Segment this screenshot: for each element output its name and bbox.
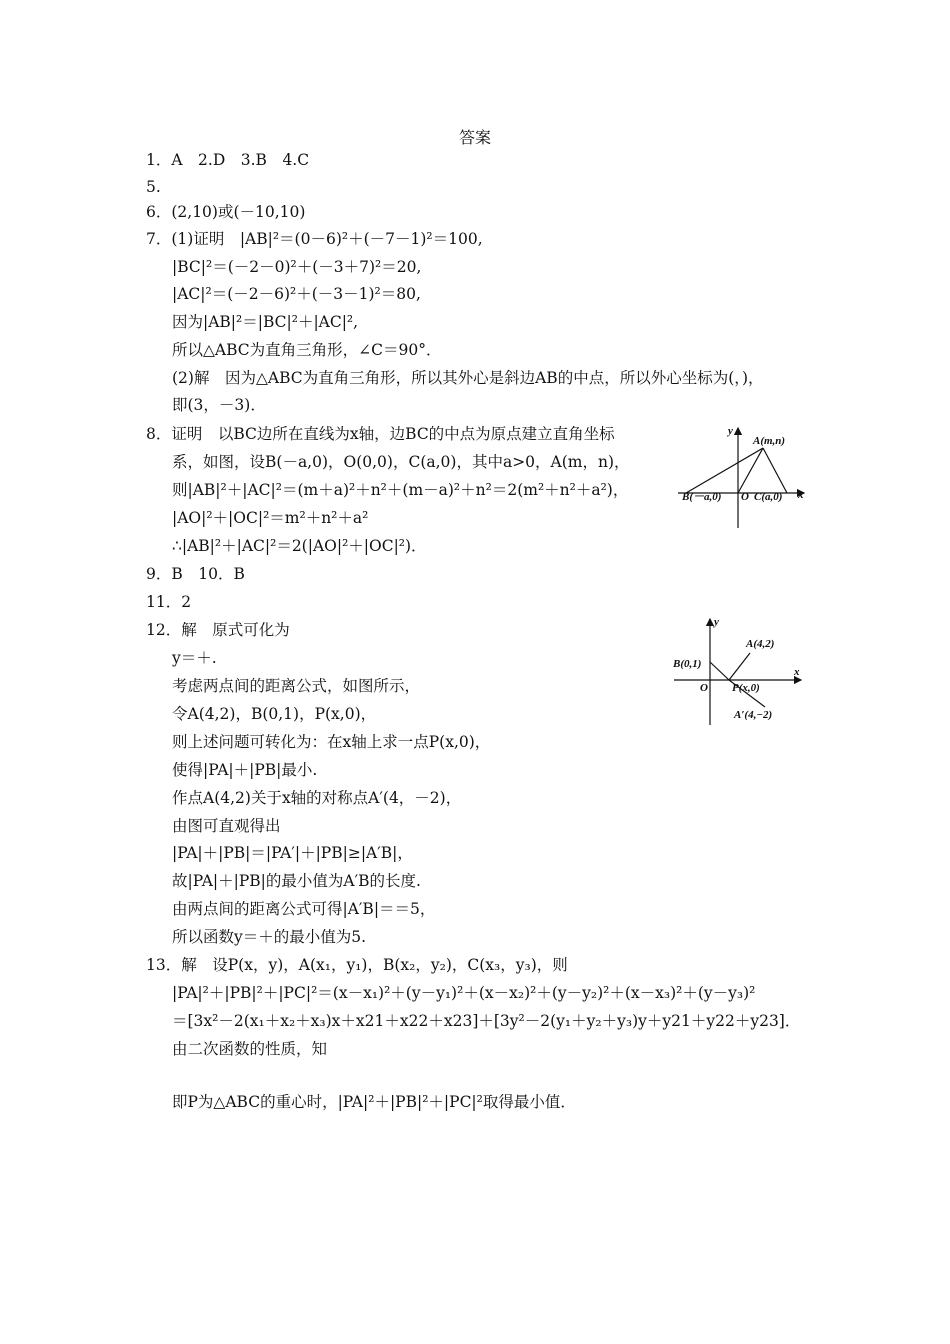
answer-line: 9．B 10．B [146,565,245,583]
answer-line: 则|AB|²＋|AC|²＝(m＋a)²＋n²＋(m－a)²＋n²＝2(m²＋n²＋a²)， [172,481,629,499]
x-axis-label: x [798,489,804,501]
x-axis-label: x [794,666,800,678]
answer-line: 由二次函数的性质，知 [172,1040,328,1058]
answer-line: 所以函数y＝＋的最小值为5. [172,928,367,946]
answer-line: 7．(1)证明 |AB|²＝(0－6)²＋(－7－1)²＝100, [146,230,483,248]
answer-line: 作点A(4,2)关于x轴的对称点A′(4，－2)， [172,789,462,807]
origin-label: O [700,682,708,694]
answer-line: 即(3，－3)． [172,396,266,414]
segment-pa [729,653,750,680]
origin-label: O [741,491,749,503]
answer-line: 所以△ABC为直角三角形，∠C＝90°． [172,341,442,359]
answer-line: 13．解 设P(x，y)，A(x₁，y₁)，B(x₂，y₂)，C(x₃，y₃)，则 [146,956,568,974]
point-a-label: A(4,2) [746,638,775,650]
point-b-label: B(－a,0) [682,491,722,503]
side-ba [686,448,763,493]
answer-line: 11．2 [146,593,192,611]
answer-line: |PA|²＋|PB|²＋|PC|²＝(x－x₁)²＋(y－y₁)²＋(x－x₂)²＋(y－y₂)²＋(x－x₃)²＋(y－y₃)² [172,984,756,1002]
answer-line: 使得|PA|＋|PB|最小. [172,761,318,779]
point-a-label: A(m,n) [753,435,786,447]
answer-line: 1．A 2.D 3.B 4.C [146,151,310,169]
answer-line: 由图可直观得出 [172,817,281,835]
triangle-figure [676,424,811,532]
answer-line: 故|PA|＋|PB|的最小值为A′B的长度. [172,872,421,890]
answer-line: 考虑两点间的距离公式，如图所示， [172,677,421,695]
answer-line: ＝[3x²－2(x₁＋x₂＋x₃)x＋x21＋x22＋x23]＋[3y²－2(y₁＋y₂＋y₃)y＋y21＋y22＋y23]． [172,1012,801,1030]
answer-line: ∴|AB|²＋|AC|²＝2(|AO|²＋|OC|²)． [172,537,427,555]
y-axis-label: y [728,425,733,437]
answer-line: (2)解 因为△ABC为直角三角形，所以其外心是斜边AB的中点，所以外心坐标为(，)， [172,369,764,387]
answer-line: |PA|＋|PB|＝|PA′|＋|PB|≥|A′B|， [172,844,413,862]
answer-line: 则上述问题可转化为：在x轴上求一点P(x,0)， [172,733,491,751]
point-a-prime-label: A′(4,−2) [734,709,773,721]
answer-line: |BC|²＝(－2－0)²＋(－3＋7)²＝20, [172,258,422,276]
reflection-figure [670,617,810,729]
answer-line: 由两点间的距离公式可得|A′B|＝＝5， [172,900,436,918]
point-p-label: P(x,0) [732,682,760,694]
side-ac [763,448,787,493]
answer-line: 6．(2,10)或(－10,10) [146,203,306,221]
answer-line: y＝＋. [172,649,217,667]
answer-line: 即P为△ABC的重心时，|PA|²＋|PB|²＋|PC|²取得最小值． [172,1093,576,1111]
answer-line: |AC|²＝(－2－6)²＋(－3－1)²＝80, [172,285,421,303]
answer-line: 12．解 原式可化为 [146,621,290,639]
page-title: 答案 [458,128,491,147]
y-axis-label: y [714,616,719,628]
answer-line: |AO|²＋|OC|²＝m²＋n²＋a² [172,509,369,527]
answer-line: 因为|AB|²＝|BC|²＋|AC|², [172,313,359,331]
answer-line: 8．证明 以BC边所在直线为x轴，边BC的中点为原点建立直角坐标 [146,425,615,443]
point-c-label: C(a,0) [754,491,783,503]
point-b-label: B(0,1) [673,658,702,670]
answer-line: 5. [146,178,161,196]
answer-line: 系，如图，设B(－a,0)，O(0,0)，C(a,0)，其中a>0，A(m，n)， [172,453,630,471]
segment-bp [710,662,729,680]
answer-line: 令A(4,2)，B(0,1)，P(x,0)， [172,705,377,723]
